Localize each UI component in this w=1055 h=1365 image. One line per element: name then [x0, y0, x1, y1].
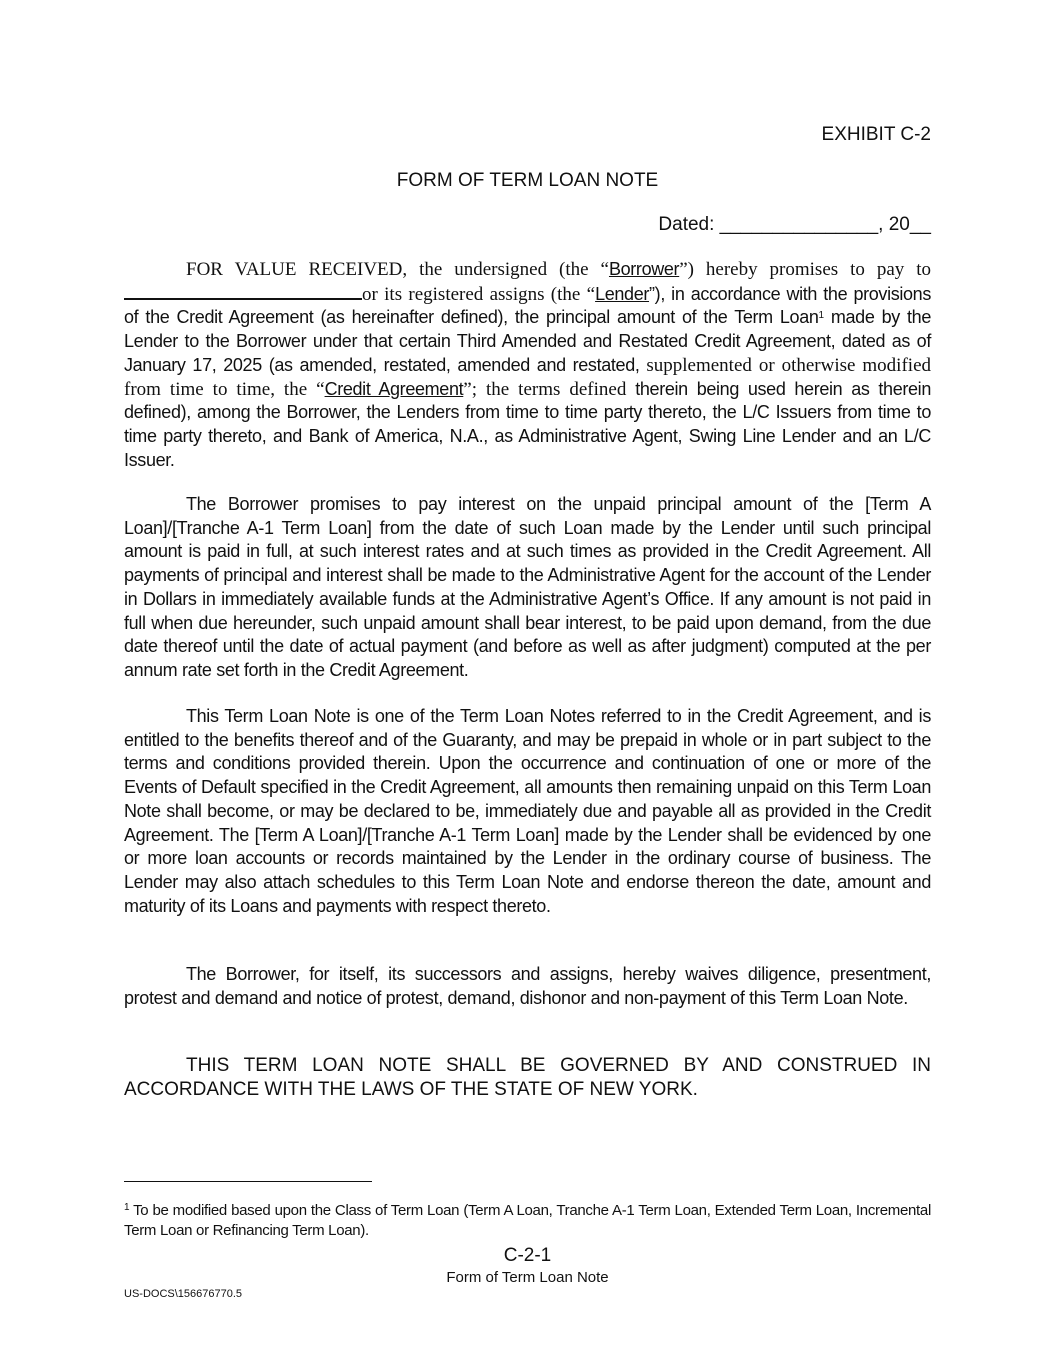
lender-name-blank	[124, 282, 362, 300]
p1-text: made by the Lender to the Borrower under that certain Third Amended and Restated Credit Agreement, dated as of January 17, 2025 (as amended, restated, amended and restated,	[124, 307, 931, 375]
p1-text: therein being used herein as therein defined), among the Borrower, the Lenders from time to time party thereto, the L/C Issuers from time to time party thereto, and Bank of America, N.A., as Administrative Agent, Swing Line Lender and an L/C Issuer.	[124, 378, 931, 470]
paragraph-text: The Borrower, for itself, its successors and assigns, hereby waives diligence, presentment, protest and demand and notice of protest, demand, dishonor and non-payment of this Term Loan Note.	[124, 964, 931, 1008]
paragraph-term-loan-note	[124, 705, 931, 918]
p1-text: supplemented or otherwise modified from time to time, the “	[124, 354, 931, 400]
footnote-text: To be modified based upon the Class of Term Loan (Term A Loan, Tranche A-1 Term Loan, Extended Term Loan, Incremental Term Loan or Refinancing Term Loan).	[124, 1202, 931, 1239]
footnote	[124, 1201, 931, 1241]
footnote-separator	[124, 1181, 372, 1182]
paragraph-for-value-received	[124, 258, 931, 472]
p1-text: ”), in accordance with the provisions of the Credit Agreement (as hereinafter defined), the principal amount of the Term Loan	[124, 283, 931, 328]
paragraph-interest	[124, 493, 931, 683]
exhibit-label: EXHIBIT C-2	[821, 124, 931, 145]
p1-lead: FOR VALUE RECEIVED, the undersigned (the “	[186, 259, 609, 280]
footnote-number: 1	[124, 1202, 130, 1213]
footer-label: Form of Term Loan Note	[446, 1269, 609, 1286]
defined-term-lender: Lender	[595, 283, 650, 304]
paragraph-text: This Term Loan Note is one of the Term Loan Notes referred to in the Credit Agreement, and is entitled to the benefits thereof and of the Guaranty, and may be prepaid in whole or in part subject to the terms and conditions provided therein. Upon the occurrence and continuation of one or more of the Events of Default specified in the Credit Agreement, all amounts then remaining unpaid on this Term Loan Note shall become, or may be declared to be, immediately due and payable all as provided in the Credit Agreement. The [Term A Loan]/[Tranche A-1 Term Loan] made by the Lender shall be evidenced by one or more loan accounts or records maintained by the Lender in the ordinary course of business. The Lender may also attach schedules to this Term Loan Note and endorse thereon the date, amount and maturity of its Loans and payments with respect thereto.	[124, 706, 931, 916]
footnote-reference: 1	[818, 310, 824, 322]
document-id: US-DOCS\156676770.5	[124, 1288, 243, 1300]
document-title: FORM OF TERM LOAN NOTE	[396, 170, 659, 191]
paragraph-text: The Borrower promises to pay interest on the unpaid principal amount of the [Term A Loan]/[Tranche A-1 Term Loan] from the date of such Loan made by the Lender until such principal amount is paid in full, at such interest rates and at such times as provided in the Credit Agreement. All payments of principal and interest shall be made to the Administrative Agent for the account of the Lender in Dollars in immediately available funds at the Administrative Agent’s Office. If any amount is not paid in full when due hereunder, such unpaid amount shall bear interest, to be paid upon demand, from the due date thereof until the date of actual payment (and before as well as after judgment) computed at the per annum rate set forth in the Credit Agreement.	[124, 494, 931, 680]
p1-text: ”) hereby promises to pay to	[679, 259, 931, 280]
defined-term-credit-agreement: Credit Agreement	[324, 378, 464, 399]
p1-text: or its registered assigns (the “	[362, 283, 596, 305]
dated-line: Dated: _______________, 20__	[658, 214, 931, 235]
paragraph-waiver	[124, 963, 931, 1010]
paragraph-governing-law	[124, 1054, 931, 1101]
page-number: C-2-1	[503, 1245, 552, 1266]
defined-term-borrower: Borrower	[608, 259, 680, 279]
paragraph-text: THIS TERM LOAN NOTE SHALL BE GOVERNED BY AND CONSTRUED IN ACCORDANCE WITH THE LAWS OF THE STATE OF NEW YORK.	[124, 1055, 931, 1100]
p1-text: ”; the terms defined	[463, 378, 627, 400]
